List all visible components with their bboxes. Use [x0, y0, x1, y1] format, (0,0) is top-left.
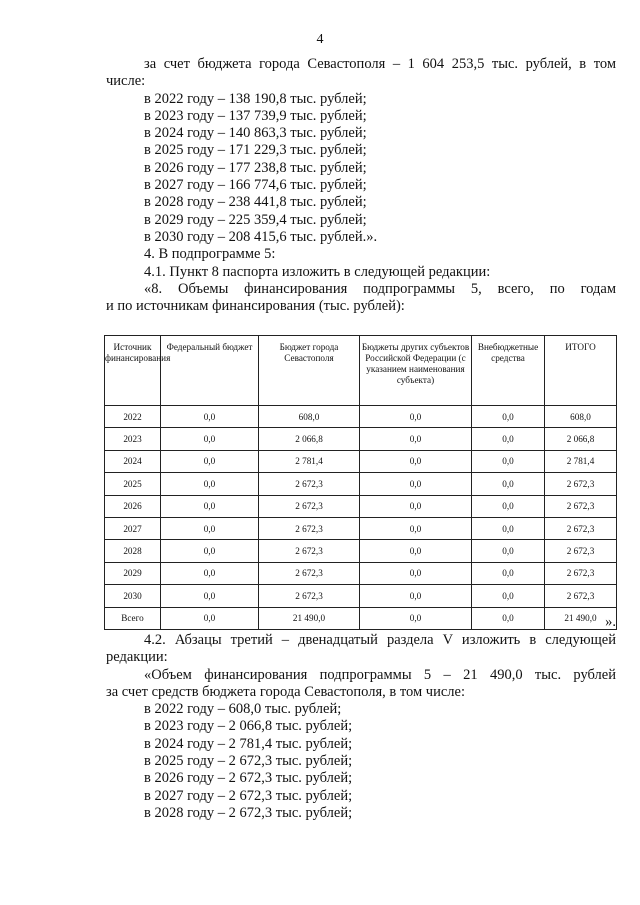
table-cell: 0,0: [161, 473, 259, 495]
table-header-cell: Источник финансирования: [105, 336, 161, 406]
year-amount-line: в 2022 году – 138 190,8 тыс. рублей;: [144, 90, 367, 107]
financing-table: [104, 335, 617, 630]
table-cell: 0,0: [472, 495, 545, 517]
table-cell: 608,0: [259, 406, 360, 428]
table-cell: 2028: [105, 540, 161, 562]
table-cell: 0,0: [161, 406, 259, 428]
table-cell: 0,0: [360, 562, 472, 584]
table-header-row: [105, 336, 617, 406]
year-amount-line: в 2025 году – 171 229,3 тыс. рублей;: [144, 142, 367, 159]
table-cell: 0,0: [360, 450, 472, 472]
table-cell: 0,0: [161, 450, 259, 472]
section-4-heading: 4. В подпрограмме 5:: [144, 246, 276, 263]
year-amount-line: в 2024 году – 2 781,4 тыс. рублей;: [144, 735, 353, 752]
table-header-cell: Бюджеты других субъектов Российской Федерации (с указанием наименования субъекта): [360, 336, 472, 406]
table-cell: 0,0: [472, 428, 545, 450]
table-cell: 0,0: [472, 517, 545, 539]
table-cell: 2 781,4: [259, 450, 360, 472]
table-cell: 0,0: [472, 585, 545, 607]
year-amount-line: в 2024 году – 140 863,3 тыс. рублей;: [144, 125, 367, 142]
table-row: [105, 406, 617, 428]
year-amount-line: в 2028 году – 238 441,8 тыс. рублей;: [144, 194, 367, 211]
table-cell: 0,0: [161, 607, 259, 629]
table-cell: 21 490,0: [259, 607, 360, 629]
table-cell: 0,0: [472, 473, 545, 495]
table-cell: 2025: [105, 473, 161, 495]
table-row: [105, 607, 617, 629]
table-cell: 2 066,8: [259, 428, 360, 450]
section-4-2-line-1: 4.2. Абзацы третий – двенадцатый раздела V изложить в следующей: [144, 632, 616, 648]
table-cell: 2 672,3: [545, 517, 617, 539]
table-cell: 2 672,3: [259, 517, 360, 539]
section-4-1-heading: 4.1. Пункт 8 паспорта изложить в следующей редакции:: [144, 263, 491, 280]
table-cell: 0,0: [472, 562, 545, 584]
year-amount-line: в 2028 году – 2 672,3 тыс. рублей;: [144, 804, 353, 821]
table-cell: 0,0: [360, 585, 472, 607]
year-amount-line: в 2027 году – 2 672,3 тыс. рублей;: [144, 787, 353, 804]
table-cell: 2 066,8: [545, 428, 617, 450]
table-cell: 2 672,3: [545, 585, 617, 607]
table-cell: 0,0: [360, 607, 472, 629]
quote2-line-2: за счет средств бюджета города Севастополя, в том числе:: [106, 683, 465, 700]
intro-line-1: за счет бюджета города Севастополя – 1 604 253,5 тыс. рублей, в том: [144, 56, 616, 72]
table-cell: 0,0: [360, 517, 472, 539]
table-cell: 0,0: [161, 540, 259, 562]
table-cell: 0,0: [360, 473, 472, 495]
table-cell: 2023: [105, 428, 161, 450]
table-cell: 0,0: [161, 517, 259, 539]
table-cell: 2 672,3: [259, 540, 360, 562]
table-header-cell: Бюджет города Севастополя: [259, 336, 360, 406]
year-amount-line: в 2023 году – 2 066,8 тыс. рублей;: [144, 718, 353, 735]
table-row: [105, 517, 617, 539]
table-row: [105, 495, 617, 517]
section-4-2-line-2: редакции:: [106, 649, 168, 666]
table-cell: 2 781,4: [545, 450, 617, 472]
table-cell: 0,0: [360, 406, 472, 428]
table-cell: 2 672,3: [259, 473, 360, 495]
intro-line-2: числе:: [106, 73, 146, 90]
year-amount-line: в 2027 году – 166 774,6 тыс. рублей;: [144, 177, 367, 194]
quote2-line-1: «Объем финансирования подпрограммы 5 – 21 490,0 тыс. рублей: [144, 666, 616, 683]
table-cell: 2026: [105, 495, 161, 517]
table-cell: 2 672,3: [545, 473, 617, 495]
text-block-bottom: [106, 632, 616, 822]
year-amount-line: в 2029 году – 225 359,4 тыс. рублей;: [144, 211, 367, 228]
table-body: [105, 406, 617, 630]
table-cell: 21 490,0: [545, 607, 617, 629]
year-amount-line: в 2026 году – 177 238,8 тыс. рублей;: [144, 159, 367, 176]
table-cell: 0,0: [472, 540, 545, 562]
table-row: [105, 562, 617, 584]
table-cell: 0,0: [360, 428, 472, 450]
table-closing-quote: ».: [605, 614, 616, 630]
quote-line-1: «8. Объемы финансирования подпрограммы 5, всего, по годам: [144, 280, 616, 297]
year-amount-line: в 2030 году – 208 415,6 тыс. рублей.».: [144, 228, 378, 245]
table-header-cell: ИТОГО: [545, 336, 617, 406]
table-cell: 0,0: [161, 562, 259, 584]
table-cell: 2024: [105, 450, 161, 472]
page-number: 4: [316, 32, 324, 47]
year-amount-line: в 2026 году – 2 672,3 тыс. рублей;: [144, 770, 353, 787]
table-cell: 0,0: [161, 495, 259, 517]
table-row: [105, 473, 617, 495]
table-cell: 2 672,3: [545, 495, 617, 517]
table-cell: 0,0: [161, 428, 259, 450]
table-cell: 0,0: [360, 495, 472, 517]
table-row: [105, 450, 617, 472]
table-cell: 2 672,3: [259, 585, 360, 607]
table-cell: 0,0: [472, 406, 545, 428]
table-row: [105, 540, 617, 562]
table-header-cell: Внебюджетные средства: [472, 336, 545, 406]
table-cell: 2022: [105, 406, 161, 428]
year-amount-line: в 2025 году – 2 672,3 тыс. рублей;: [144, 753, 353, 770]
table-cell: 0,0: [161, 585, 259, 607]
table-cell: 0,0: [472, 450, 545, 472]
text-block-top: [106, 56, 616, 315]
table-cell: 2 672,3: [259, 562, 360, 584]
table-cell: 2029: [105, 562, 161, 584]
table-cell: 2 672,3: [259, 495, 360, 517]
table-cell: 608,0: [545, 406, 617, 428]
table-cell: 2 672,3: [545, 562, 617, 584]
table-cell: 2 672,3: [545, 540, 617, 562]
table-row: [105, 428, 617, 450]
years-list-2: [106, 701, 616, 822]
quote-line-2: и по источникам финансирования (тыс. рублей):: [106, 298, 405, 315]
year-amount-line: в 2022 году – 608,0 тыс. рублей;: [144, 701, 342, 718]
table-cell: 2030: [105, 585, 161, 607]
year-amount-line: в 2023 году – 137 739,9 тыс. рублей;: [144, 107, 367, 124]
table-cell: Всего: [105, 607, 161, 629]
table-cell: 0,0: [360, 540, 472, 562]
table-header-cell: Федеральный бюджет: [161, 336, 259, 406]
years-list-1: [106, 91, 616, 247]
table-cell: 0,0: [472, 607, 545, 629]
table-cell: 2027: [105, 517, 161, 539]
table-row: [105, 585, 617, 607]
